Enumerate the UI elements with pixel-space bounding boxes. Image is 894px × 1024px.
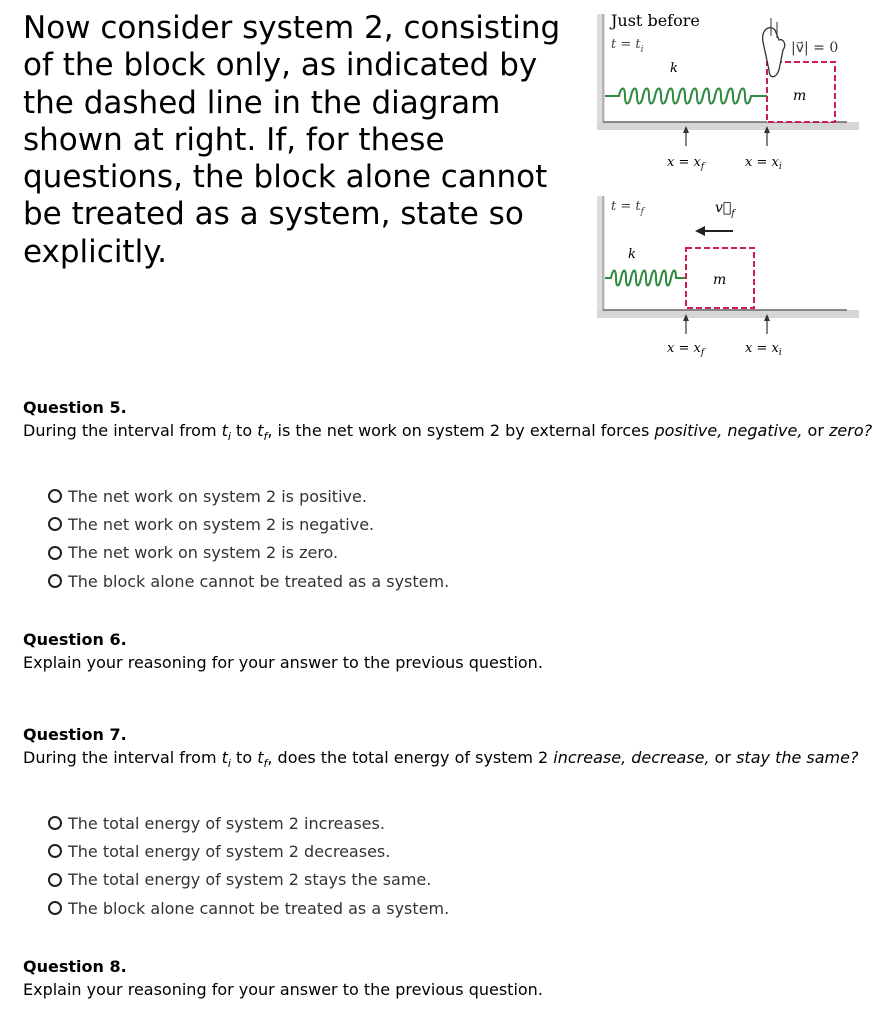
question-8 [23,955,873,1001]
top-wall [597,14,605,124]
bottom-mass-label: m [713,272,727,288]
top-xi-label: $x = x_i$ [745,155,782,172]
velocity-arrowhead [695,226,705,236]
question-7-title: Question 7. [23,725,127,744]
radio-button[interactable] [48,489,62,503]
question-7-prompt: During the interval from $t_i$ to $t_f$, does the total energy of system 2 increase, decrease, or stay the same? [23,748,859,771]
q5-option-positive[interactable]: The net work on system 2 is positive. [48,482,449,510]
top-title-label: Just before [611,11,700,30]
top-spring-k: k [670,61,678,76]
question-6 [23,628,873,674]
q7-option-same[interactable]: The total energy of system 2 stays the same. [48,866,449,894]
question-5-title: Question 5. [23,398,127,417]
bottom-time-label: $t = t_f$ [611,199,644,217]
top-spring [605,89,767,104]
q7-option-decreases[interactable]: The total energy of system 2 decreases. [48,837,449,865]
radio-button[interactable] [48,873,62,887]
radio-button[interactable] [48,844,62,858]
radio-button[interactable] [48,517,62,531]
radio-button[interactable] [48,546,62,560]
top-xf-label: $x = x_f$ [667,155,705,172]
question-6-prompt: Explain your reasoning for your answer to the previous question. [23,653,543,672]
question-8-title: Question 8. [23,957,127,976]
radio-button[interactable] [48,574,62,588]
bottom-velocity-label: $v⃗_f$ [715,200,735,219]
bottom-wall [597,196,605,314]
top-velocity-label: |v⃗| = 0 [791,40,839,56]
spring-block-diagram [585,0,865,370]
top-floor [597,122,859,130]
radio-button[interactable] [48,816,62,830]
bottom-spring [605,271,686,286]
q7-option-increases[interactable]: The total energy of system 2 increases. [48,809,449,837]
q5-option-zero[interactable]: The net work on system 2 is zero. [48,539,449,567]
diagram-svg [585,0,865,370]
top-mass-label: m [793,88,807,104]
radio-button[interactable] [48,901,62,915]
q5-option-negative[interactable]: The net work on system 2 is negative. [48,510,449,538]
question-5 [23,396,873,448]
bottom-xi-label: $x = x_i$ [745,341,782,358]
bottom-spring-k: k [628,247,636,262]
q7-option-not-system[interactable]: The block alone cannot be treated as a system. [48,894,449,922]
bottom-xf-label: $x = x_f$ [667,341,705,358]
question-7-options [48,809,449,922]
top-time-label: $t = t_i$ [611,37,644,55]
question-8-prompt: Explain your reasoning for your answer to the previous question. [23,980,543,999]
bottom-floor [597,310,859,318]
question-5-options [48,482,449,595]
question-6-title: Question 6. [23,630,127,649]
intro-paragraph: Now consider system 2, consisting of the block only, as indicated by the dashed line in the diagram shown at right. If, for these questions, the block alone cannot be treated as a system, state so explicitly. [23,10,561,270]
q5-option-not-system[interactable]: The block alone cannot be treated as a system. [48,567,449,595]
question-7 [23,723,873,775]
question-5-prompt: During the interval from $t_i$ to $t_f$, is the net work on system 2 by external forces positive, negative, or zero? [23,421,873,444]
